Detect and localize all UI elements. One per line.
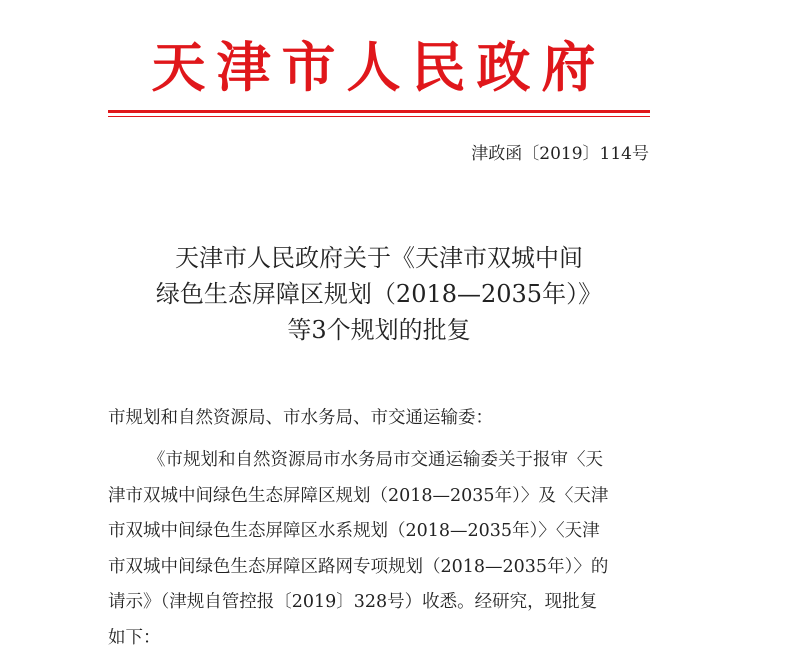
masthead-red-rule-thin (108, 116, 650, 117)
masthead-red-rule (108, 110, 650, 113)
title-line: 等3个规划的批复 (287, 316, 471, 344)
document-title (108, 240, 650, 348)
document-number: 津政函〔2019〕114号 (471, 144, 649, 164)
title-line: 天津市人民政府关于《天津市双城中间 (175, 244, 583, 272)
body-line: 如下： (108, 627, 161, 648)
body-paragraph (108, 443, 653, 656)
title-line: 绿色生态屏障区规划（2018—2035年）》 (155, 280, 603, 308)
body-line: 市双城中间绿色生态屏障区路网专项规划（2018—2035年）〉的 (108, 556, 609, 577)
body-line: 《市规划和自然资源局市水务局市交通运输委关于报审〈天 (148, 450, 603, 470)
body-line: 津市双城中间绿色生态屏障区规划（2018—2035年）〉及〈天津 (108, 485, 609, 506)
body-line: 请示》（津规自管控报〔2019〕328号）收悉。经研究，现批复 (108, 592, 598, 612)
issuer-masthead: 天津市人民政府 (151, 35, 607, 99)
addressee: 市规划和自然资源局、市水务局、市交通运输委： (108, 408, 493, 428)
body-line: 市双城中间绿色生态屏障区水系规划（2018—2035年）〉〈天津 (108, 521, 600, 541)
